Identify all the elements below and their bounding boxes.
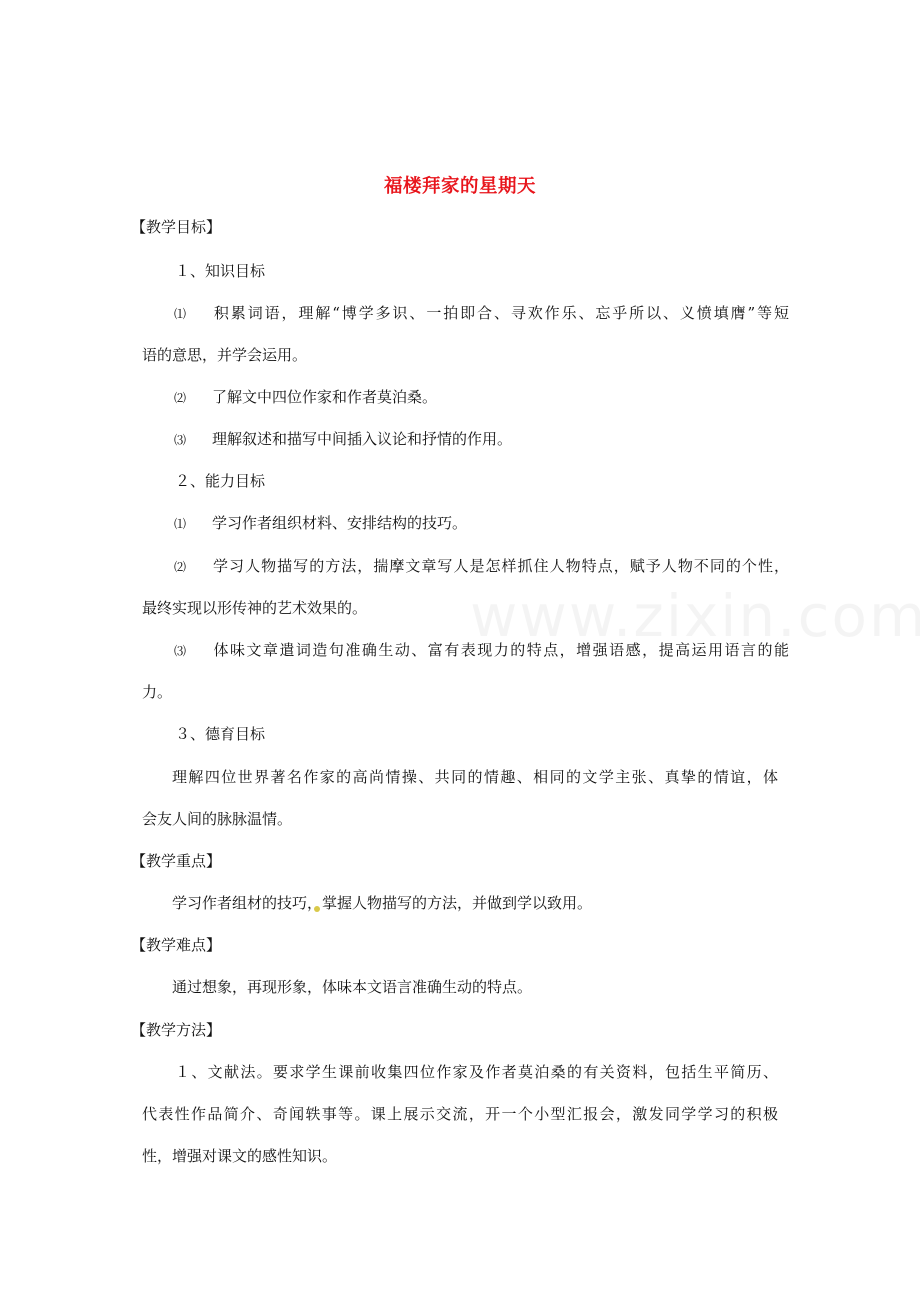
- moral-text-cont: 会友人间的脉脉温情。: [142, 810, 293, 828]
- moral-text: 理解四位世界著名作家的高尚情操、共同的情趣、相同的文学主张、真挚的情谊，体: [172, 768, 778, 786]
- document-title: 福楼拜家的星期天: [383, 176, 536, 197]
- method-item-1-cont2: 性，增强对课文的感性知识。: [142, 1147, 338, 1165]
- heading-methods: 【教学方法】: [131, 1021, 222, 1039]
- item-text: 体味文章遣词造句准确生动、富有表现力的特点，增强语感，提高运用语言的能: [212, 641, 789, 659]
- item-text: 学习人物描写的方法，揣摩文章写人是怎样抓住人物特点，赋予人物不同的个性，: [212, 557, 789, 575]
- knowledge-item-1-cont: 语的意思，并学会运用。: [142, 346, 308, 364]
- item-text: 积累词语，理解“博学多识、一拍即合、寻欢作乐、忘乎所以、义愤填膺”等短: [212, 304, 789, 322]
- item-text: 了解文中四位作家和作者莫泊桑。: [212, 388, 438, 406]
- subheading-ability: ２、能力目标: [175, 472, 266, 490]
- heading-difficulty: 【教学难点】: [131, 936, 222, 954]
- item-text: 理解叙述和描写中间插入议论和抒情的作用。: [212, 430, 513, 448]
- ability-item-2-cont: 最终实现以形传神的艺术效果的。: [142, 599, 368, 617]
- ability-item-3: [174, 640, 789, 661]
- item-number: ⑴: [174, 517, 187, 531]
- item-number: ⑵: [174, 560, 187, 574]
- knowledge-item-1: [174, 303, 789, 324]
- knowledge-item-2: [174, 387, 437, 408]
- ability-item-3-cont: 力。: [142, 683, 173, 701]
- item-number: ⑴: [174, 307, 187, 321]
- item-number: ⑵: [174, 391, 187, 405]
- ability-item-1: [174, 513, 467, 534]
- knowledge-item-3: [174, 429, 512, 450]
- subheading-moral: ３、德育目标: [175, 725, 266, 743]
- item-text: 学习作者组织材料、安排结构的技巧。: [212, 514, 468, 532]
- ability-item-2: [174, 556, 789, 577]
- heading-objectives: 【教学目标】: [131, 218, 222, 236]
- item-number: ⑶: [174, 644, 187, 658]
- method-item-1: １、文献法。要求学生课前收集四位作家及作者莫泊桑的有关资料，包括生平简历、: [175, 1063, 778, 1081]
- subheading-knowledge: １、知识目标: [175, 262, 266, 280]
- method-item-1-cont: 代表性作品简介、奇闻轶事等。课上展示交流，开一个小型汇报会，激发同学学习的积极: [142, 1105, 778, 1123]
- item-number: ⑶: [174, 433, 187, 447]
- difficulty-text: 通过想象，再现形象，体味本文语言准确生动的特点。: [172, 978, 533, 996]
- focus-text: 学习作者组材的技巧，掌握人物描写的方法，并做到学以致用。: [172, 894, 593, 912]
- heading-focus: 【教学重点】: [131, 852, 222, 870]
